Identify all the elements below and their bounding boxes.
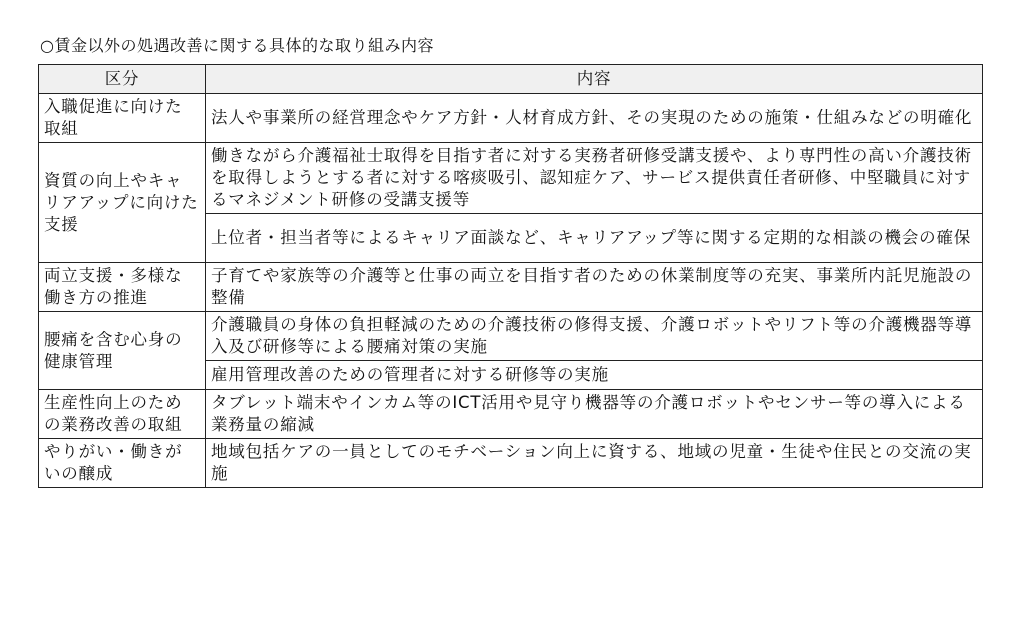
table-row <box>39 439 983 488</box>
content-cell: 雇用管理改善のための管理者に対する研修等の実施 <box>206 361 983 390</box>
content-cell: 働きながら介護福祉士取得を目指す者に対する実務者研修受講支援や、より専門性の高い介護技術を取得しようとする者に対する喀痰吸引、認知症ケア、サービス提供責任者研修、中堅職員に対するマネジメント研修の受講支援等 <box>206 143 983 214</box>
category-cell: やりがい・働きがいの醸成 <box>39 439 206 488</box>
content-cell: 上位者・担当者等によるキャリア面談など、キャリアアップ等に関する定期的な相談の機会の確保 <box>206 214 983 263</box>
content-cell: 法人や事業所の経営理念やケア方針・人材育成方針、その実現のための施策・仕組みなどの明確化 <box>206 94 983 143</box>
content-cell: 地域包括ケアの一員としてのモチベーション向上に資する、地域の児童・生徒や住民との交流の実施 <box>206 439 983 488</box>
header-category: 区分 <box>39 65 206 94</box>
page-title: ○賃金以外の処遇改善に関する具体的な取り組み内容 <box>40 36 434 55</box>
table-row <box>39 263 983 312</box>
header-content: 内容 <box>206 65 983 94</box>
category-cell: 生産性向上のための業務改善の取組 <box>39 390 206 439</box>
content-cell: タブレット端末やインカム等のICT活用や見守り機器等の介護ロボットやセンサー等の導入による業務量の縮減 <box>206 390 983 439</box>
content-cell: 介護職員の身体の負担軽減のための介護技術の修得支援、介護ロボットやリフト等の介護機器等導入及び研修等による腰痛対策の実施 <box>206 312 983 361</box>
table-row <box>39 390 983 439</box>
table-header-row <box>39 65 983 94</box>
category-cell: 両立支援・多様な働き方の推進 <box>39 263 206 312</box>
category-cell: 腰痛を含む心身の健康管理 <box>39 312 206 390</box>
category-cell: 資質の向上やキャリアアップに向けた支援 <box>39 143 206 263</box>
content-cell: 子育てや家族等の介護等と仕事の両立を目指す者のための休業制度等の充実、事業所内託児施設の整備 <box>206 263 983 312</box>
table-row <box>39 94 983 143</box>
category-cell: 入職促進に向けた取組 <box>39 94 206 143</box>
table-row <box>39 143 983 214</box>
measures-table <box>38 64 983 488</box>
table-row <box>39 312 983 361</box>
